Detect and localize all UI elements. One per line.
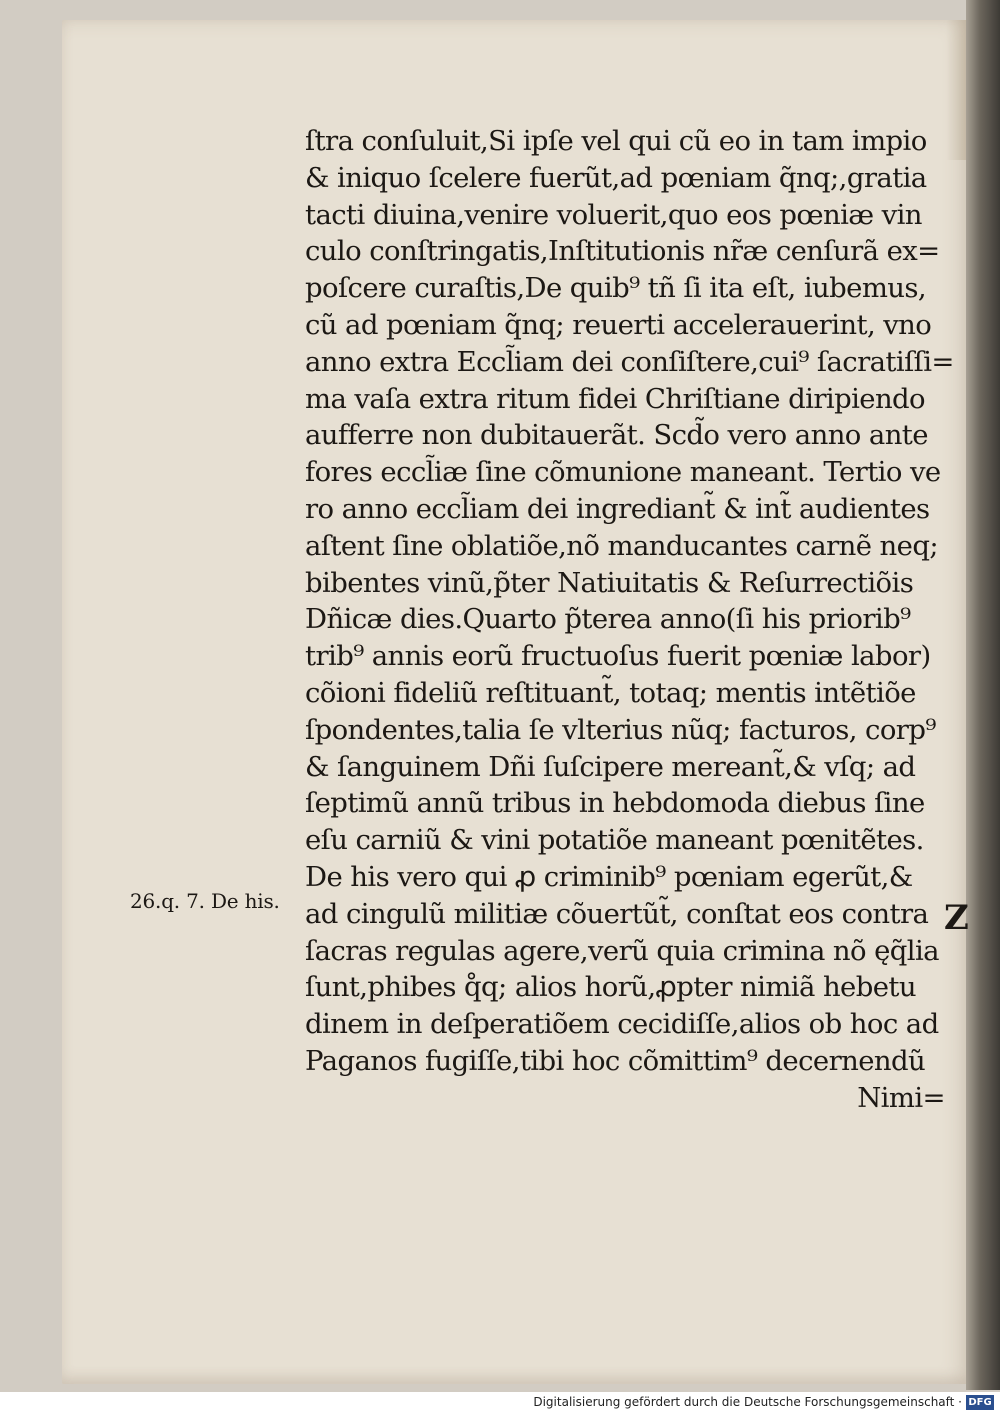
text-line: cõioni fideliũ reſtituant̃, totaq; mentis intẽtiõe (305, 676, 916, 709)
text-line: ſunt,phibes q̊q; alios horũ,ꝓpter nimiã hebetu (305, 971, 916, 1004)
text-line: & iniquo ſcelere fuerũt,ad pœniam q̃nq;,gratia (305, 161, 927, 194)
text-line: ad cingulũ militiæ cõuertũt̃, conſtat eos contra (305, 897, 929, 930)
text-line: trib⁹ annis eorũ fructuoſus fuerit pœniæ labor) (305, 640, 931, 673)
dfg-logo: DFG (966, 1395, 994, 1410)
text-line: & ſanguinem Dñi ſuſcipere mereant̃,& vſq; ad (305, 750, 916, 783)
footer-credit: Digitalisierung gefördert durch die Deutsche Forschungsgemeinschaft · (533, 1395, 962, 1409)
text-line: bibentes vinũ,p̃ter Natiuitatis & Reſurrectiõis (305, 566, 914, 599)
text-line: tacti diuina,venire voluerit,quo eos pœniæ vin (305, 198, 922, 231)
text-line: aufferre non dubitauerãt. Scd̃o vero anno ante (305, 419, 928, 452)
text-line: ſtra conſuluit,Si ipſe vel qui cũ eo in tam impio (305, 125, 927, 157)
text-line: dinem in deſperatiõem cecidiſſe,alios ob hoc ad (305, 1008, 939, 1041)
text-line: Paganos fugiſſe,tibi hoc cõmittim⁹ decernendũ (305, 1044, 926, 1077)
text-line: ſeptimũ annũ tribus in hebdomoda diebus ſine (305, 787, 925, 820)
catchword: Nimi= (857, 1081, 945, 1114)
text-line: ſacras regulas agere,verũ quia crimina nõ ęq̃lia (305, 934, 939, 967)
main-text-block (305, 123, 954, 1117)
text-line: cũ ad pœniam q̃nq; reuerti accelerauerint, vno (305, 308, 932, 341)
text-line: culo conſtringatis,Inſtitutionis nr̃æ cenſurã ex= (305, 235, 940, 268)
text-line: eſu carniũ & vini potatiõe maneant pœnitẽtes. (305, 824, 924, 857)
text-line: fores eccl̃iæ ſine cõmunione maneant. Tertio ve (305, 456, 941, 489)
text-line: poſcere curaſtis,De quib⁹ tñ ſi ita eſt, iubemus, (305, 272, 927, 305)
text-line: aſtent ſine oblatiõe,nõ manducantes carnẽ neq; (305, 529, 938, 562)
text-line: Dñicæ dies.Quarto p̃terea anno(ſi his priorib⁹ (305, 603, 911, 636)
digitization-footer (0, 1392, 1000, 1414)
text-line: De his vero qui ꝓ criminib⁹ pœniam egerũt,& (305, 860, 913, 893)
text-line: ſpondentes,talia ſe vlterius nũq; facturos, corp⁹ (305, 713, 936, 746)
text-line: ma vaſa extra ritum fidei Chriſtiane diripiendo (305, 382, 926, 415)
marginal-note: 26.q. 7. De his. (130, 889, 280, 913)
text-line: ro anno eccl̃iam dei ingrediant̃ & int̃ audientes (305, 492, 930, 525)
signature-mark: Z (944, 898, 969, 938)
page-stain (946, 20, 966, 160)
book-spine-edge (966, 0, 1000, 1390)
text-line: anno extra Eccl̃iam dei conſiſtere,cui⁹ ſacratiſſi= (305, 345, 954, 378)
